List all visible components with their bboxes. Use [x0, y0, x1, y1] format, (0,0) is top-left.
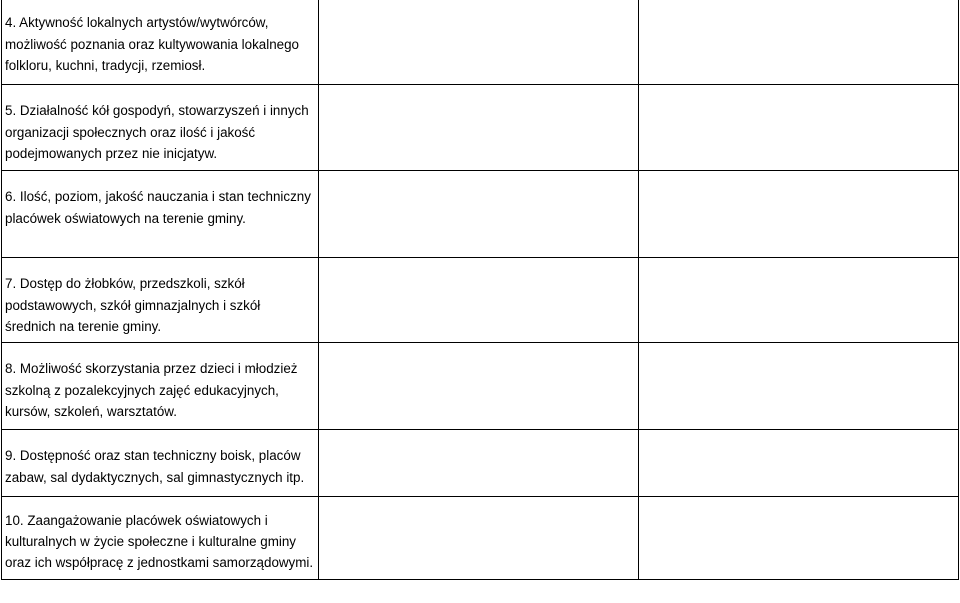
- answer-cell[interactable]: [639, 497, 959, 580]
- answer-cell[interactable]: [319, 258, 639, 343]
- table-row: [2, 430, 959, 497]
- criterion-text: 8. Możliwość skorzystania przez dzieci i młodzież szkolną z pozalekcyjnych zajęć edukacyjnych, kursów, szkoleń, warsztatów.: [5, 361, 298, 420]
- answer-cell[interactable]: [319, 343, 639, 430]
- table-row: [2, 171, 959, 258]
- criterion-cell: [2, 497, 319, 580]
- criterion-cell: [2, 85, 319, 171]
- answer-cell[interactable]: [639, 0, 959, 85]
- answer-cell[interactable]: [319, 0, 639, 85]
- answer-cell[interactable]: [639, 343, 959, 430]
- table-row: [2, 497, 959, 580]
- criterion-cell: [2, 343, 319, 430]
- answer-cell[interactable]: [639, 171, 959, 258]
- answer-cell[interactable]: [319, 430, 639, 497]
- table-row: [2, 258, 959, 343]
- criterion-text: 4. Aktywność lokalnych artystów/wytwórców, możliwość poznania oraz kultywowania lokalnego folkloru, kuchni, tradycji, rzemiosł.: [5, 15, 300, 74]
- answer-cell[interactable]: [319, 171, 639, 258]
- criterion-text: 10. Zaangażowanie placówek oświatowych i kulturalnych w życie społeczne i kulturalne gminy oraz ich współpracę z jednostkami samorządowymi.: [5, 513, 314, 570]
- criterion-cell: [2, 430, 319, 497]
- answer-cell[interactable]: [319, 497, 639, 580]
- assessment-table: [1, 0, 959, 580]
- answer-cell[interactable]: [319, 85, 639, 171]
- table-row: [2, 85, 959, 171]
- answer-cell[interactable]: [639, 85, 959, 171]
- answer-cell[interactable]: [639, 430, 959, 497]
- criterion-text: 6. Ilość, poziom, jakość nauczania i stan techniczny placówek oświatowych na terenie gminy.: [5, 189, 311, 226]
- criterion-text: 5. Działalność kół gospodyń, stowarzyszeń i innych organizacji społecznych oraz ilość i jakość podejmowanych przez nie inicjatyw.: [5, 103, 309, 162]
- criterion-text: 7. Dostęp do żłobków, przedszkoli, szkół podstawowych, szkół gimnazjalnych i szkół średnich na terenie gminy.: [5, 276, 261, 335]
- criterion-text: 9. Dostępność oraz stan techniczny boisk, placów zabaw, sal dydaktycznych, sal gimnastycznych itp.: [5, 448, 305, 485]
- answer-cell[interactable]: [639, 258, 959, 343]
- table-row: [2, 0, 959, 85]
- criterion-cell: [2, 258, 319, 343]
- criterion-cell: [2, 171, 319, 258]
- table-row: [2, 343, 959, 430]
- criterion-cell: [2, 0, 319, 85]
